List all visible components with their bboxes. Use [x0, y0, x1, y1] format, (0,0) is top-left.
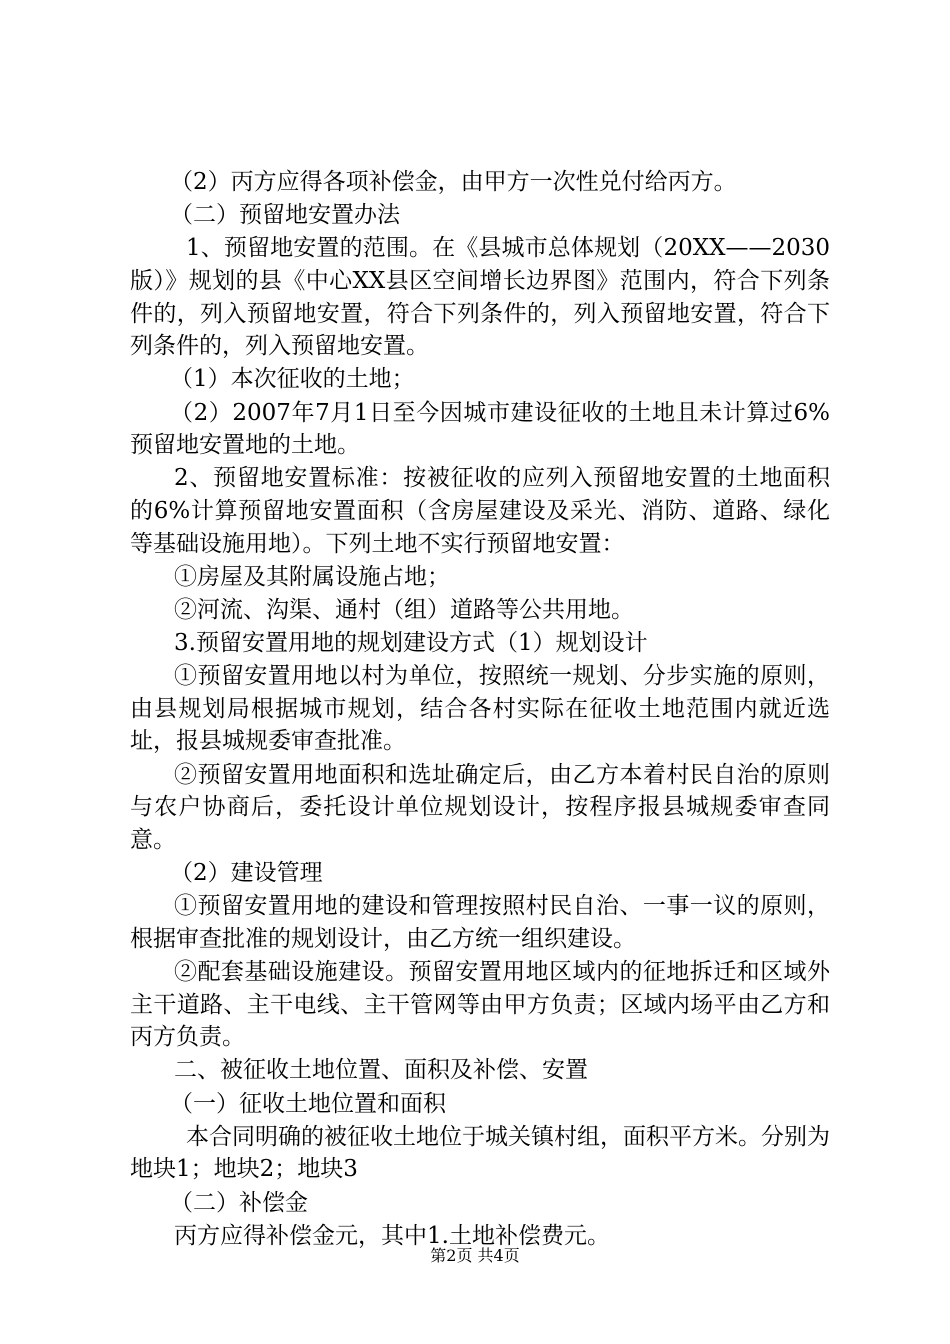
paragraph-compensation-amount: 丙方应得补偿金元，其中1.土地补偿费元。: [174, 1222, 610, 1249]
paragraph-exclusion-2: ②河流、沟渠、通村（组）道路等公共用地。: [174, 596, 634, 623]
paragraph-management-1: ①预留安置用地的建设和管理按照村民自治、一事一议的原则，根据审查批准的规划设计，由乙方统一组织建设。: [130, 893, 830, 952]
paragraph-land-location: 本合同明确的被征收土地位于城关镇村组，面积平方米。分别为地块1；地块2；地块3: [130, 1123, 830, 1183]
paragraph-management-2: ②配套基础设施建设。预留安置用地区域内的征地拆迁和区域外主干道路、主干电线、主干管网等由甲方负责；区域内场平由乙方和丙方负责。: [130, 958, 830, 1051]
paragraph-condition-2: （2）2007年7月1日至今因城市建设征收的土地且未计算过6%预留地安置地的土地。: [130, 399, 830, 459]
paragraph-reserved-land-scope: 1、预留地安置的范围。在《县城市总体规划（20XX——2030版）》规划的县《中心XX县区空间增长边界图》范围内，符合下列条件的，列入预留地安置，符合下列条件的，列入预留地安置，符合下列条件的，列入预留地安置。: [130, 235, 830, 360]
heading-planning-construction: 3.预留安置用地的规划建设方式（1）规划设计: [174, 630, 648, 657]
paragraph-planning-1: ①预留安置用地以村为单位，按照统一规划、分步实施的原则，由县规划局根据城市规划，结合各村实际在征收土地范围内就近选址，报县城规委审查批准。: [130, 663, 830, 755]
document-body: [130, 166, 830, 1253]
heading-compensation: （二）补偿金: [170, 1189, 308, 1216]
paragraph-condition-1: （1）本次征收的土地；: [170, 366, 415, 393]
paragraph-reserved-land-standard: 2、预留地安置标准：按被征收的应列入预留地安置的土地面积的6%计算预留地安置面积（含房屋建设及采光、消防、道路、绿化等基础设施用地）。下列土地不实行预留地安置：: [130, 465, 830, 557]
heading-land-location-area: （一）征收土地位置和面积: [170, 1090, 446, 1117]
paragraph-planning-2: ②预留安置用地面积和选址确定后，由乙方本着村民自治的原则与农户协商后，委托设计单位规划设计，按程序报县城规委审查同意。: [130, 761, 830, 853]
heading-construction-management: （2）建设管理: [170, 860, 323, 886]
paragraph-compensation-payment: （2）丙方应得各项补偿金，由甲方一次性兑付给丙方。: [170, 169, 737, 195]
page-number-footer: 第2页 共4页: [430, 1246, 520, 1265]
heading-reserved-land-method: （二）预留地安置办法: [170, 202, 400, 229]
heading-section-two: 二、被征收土地位置、面积及补偿、安置: [174, 1057, 588, 1084]
paragraph-exclusion-1: ①房屋及其附属设施占地；: [174, 563, 450, 590]
